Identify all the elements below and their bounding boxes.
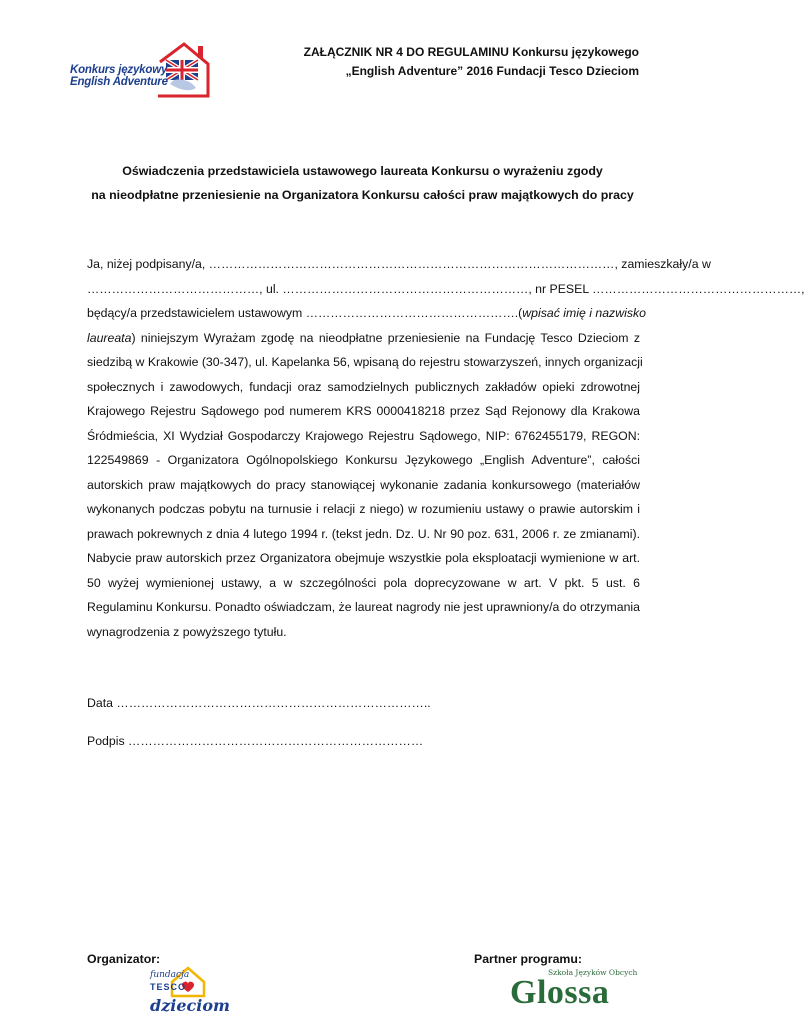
glossa-subtitle: Szkoła Języków Obcych (548, 968, 638, 977)
glossa-name: Glossa (510, 974, 610, 1011)
document-title (0, 159, 725, 207)
tesco-line1: fundacja (150, 970, 190, 980)
body-line: prawach pokrewnych z dnia 4 lutego 1994 r. (tekst jedn. Dz. U. Nr 90 poz. 631, 2006 r. ze zmianami). (87, 526, 640, 541)
organizer-label: Organizator: (87, 952, 161, 966)
body-line (87, 301, 646, 326)
tesco-line2: TESCO (150, 982, 187, 992)
body-line: autorskich praw majątkowych do pracy stanowiącej wykonanie zadania konkursowego (materiałów (87, 477, 640, 492)
body-line: Nabycie praw autorskich przez Organizatora obejmuje wszystkie pola eksploatacji wymienione w art. (87, 551, 640, 565)
body-line: Krajowego Rejestru Sądowego pod numerem KRS 0000418218 przez Sąd Rejonowy dla Krakowa (87, 404, 640, 418)
logo-text (70, 64, 168, 88)
title-line1: Oświadczenia przedstawiciela ustawowego laureata Konkursu o wyrażeniu zgody (122, 164, 603, 178)
body-line: Regulaminu Konkursu. Ponadto oświadczam, że laureat nagrody nie jest uprawniony/a do otrzymania (87, 600, 640, 614)
body-segment: ) niniejszym Wyrażam zgodę na nieodpłatne przeniesienie na Fundację Tesco Dzieciom z (131, 330, 640, 345)
tesco-line3: dzieciom (150, 996, 230, 1015)
logo-line2: English Adventure (70, 76, 168, 88)
fundacja-tesco-dzieciom-logo (148, 962, 228, 1018)
body-line: 122549869 - Organizatora Ogólnopolskiego Konkursu Językowego „English Adventure”, całości (87, 453, 640, 467)
body-line: wynagrodzenia z powyższego tytułu. (87, 624, 287, 639)
attachment-header (304, 43, 639, 81)
body-line: ……………………………………, ul. ……………………………………………………, nr PESEL ……………………………………………, (87, 281, 805, 296)
date-field: Data ………………………………………………………………….. (87, 696, 431, 710)
konkurs-logo (66, 40, 211, 100)
title-line2: na nieodpłatne przeniesienie na Organizatora Konkursu całości praw majątkowych do pracy (91, 188, 634, 202)
declaration-body (87, 252, 805, 644)
body-line: siedzibą w Krakowie (30-347), ul. Kapelanka 56, wpisaną do rejestru stowarzyszeń, innych organizacji (87, 355, 643, 369)
body-line: wykonanych podczas pobytu na turnusie i relacji z niego) w rozumieniu ustawy o prawie autorskim i (87, 502, 640, 516)
body-italic: wpisać imię i nazwisko (522, 306, 646, 320)
body-line: społecznych i zawodowych, fundacji oraz samodzielnych publicznych zakładów opieki zdrowotnej (87, 379, 640, 394)
glossa-logo (510, 968, 638, 1012)
body-line: Śródmieścia, XI Wydział Gospodarczy Krajowego Rejestru Sądowego, NIP: 6762455179, REGON: (87, 428, 640, 443)
body-line: 50 wyżej wymienionej ustawy, a w szczególności pola doprecyzowane w art. V pkt. 5 ust. 6 (87, 575, 640, 590)
body-italic: laureata (87, 330, 132, 345)
signature-field: Podpis ……………………………………………………………… (87, 734, 424, 748)
body-line: Ja, niżej podpisany/a, ………………………………………………………………………………………, zamieszkały/a w (87, 257, 711, 271)
body-line (87, 326, 640, 351)
partner-label: Partner programu: (474, 952, 582, 966)
logo-line1: Konkurs językowy (70, 64, 168, 76)
body-segment: będący/a przedstawicielem ustawowym …………………………………………….( (87, 306, 523, 320)
attachment-line2: „English Adventure” 2016 Fundacji Tesco Dzieciom (345, 64, 639, 78)
attachment-line1: ZAŁĄCZNIK NR 4 DO REGULAMINU Konkursu językowego (303, 45, 639, 59)
